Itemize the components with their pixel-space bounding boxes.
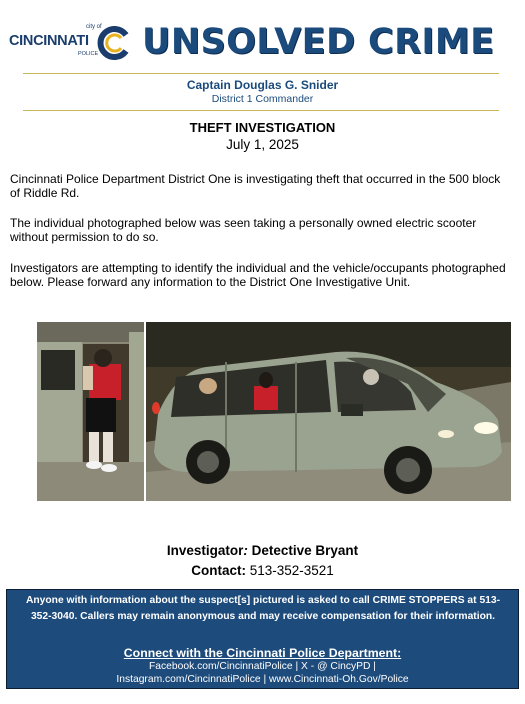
investigator-colon: : xyxy=(243,543,248,558)
divider-bottom xyxy=(23,110,499,111)
logo-city-of-text: city of xyxy=(86,24,102,30)
logo-wordmark: CINCINNATI xyxy=(9,33,89,49)
contact-phone: 513-352-3521 xyxy=(245,563,334,578)
cincinnati-police-logo xyxy=(9,24,134,64)
paragraph-request: Investigators are attempting to identify the individual and the vehicle/occupants photographed below. Please forward any information to the District One Investigative Unit. xyxy=(10,261,506,289)
surveillance-photo-vehicle xyxy=(146,322,511,501)
social-links-line-2[interactable]: Instagram.com/CincinnatiPolice | www.Cincinnati-Oh.Gov/Police xyxy=(116,674,409,685)
investigation-date: July 1, 2025 xyxy=(226,137,299,152)
page-headline: UNSOLVED CRIME xyxy=(142,22,495,62)
connect-heading: Connect with the Cincinnati Police Department: xyxy=(123,646,402,660)
logo-c-emblem-icon xyxy=(97,26,131,60)
commander-title: District 1 Commander xyxy=(211,93,314,105)
divider-top xyxy=(23,73,499,74)
social-links-line-1[interactable]: Facebook.com/CincinnatiPolice | X - @ CincyPD | xyxy=(149,661,376,672)
logo-police-text: POLICE xyxy=(78,51,99,57)
investigator-name: Detective Bryant xyxy=(247,543,359,558)
crime-stoppers-footer xyxy=(6,589,519,689)
paragraph-suspect: The individual photographed below was seen taking a personally owned electric scooter without permission to do so. xyxy=(10,216,477,244)
contact-label: Contact: xyxy=(191,563,246,578)
investigation-title: THEFT INVESTIGATION xyxy=(189,120,336,135)
surveillance-photo-suspect xyxy=(37,322,144,501)
investigator-line xyxy=(0,543,525,558)
crime-stoppers-message: Anyone with information about the suspect[s] pictured is asked to call CRIME STOPPERS at 513-352-3040. Callers may remain anonymous and may receive compensation for their information. xyxy=(25,595,501,622)
contact-line xyxy=(0,563,525,578)
paragraph-incident: Cincinnati Police Department District One is investigating theft that occurred in the 500 block of Riddle Rd. xyxy=(10,172,501,200)
investigator-label: Investigator xyxy=(166,543,244,558)
commander-name: Captain Douglas G. Snider xyxy=(186,78,339,92)
